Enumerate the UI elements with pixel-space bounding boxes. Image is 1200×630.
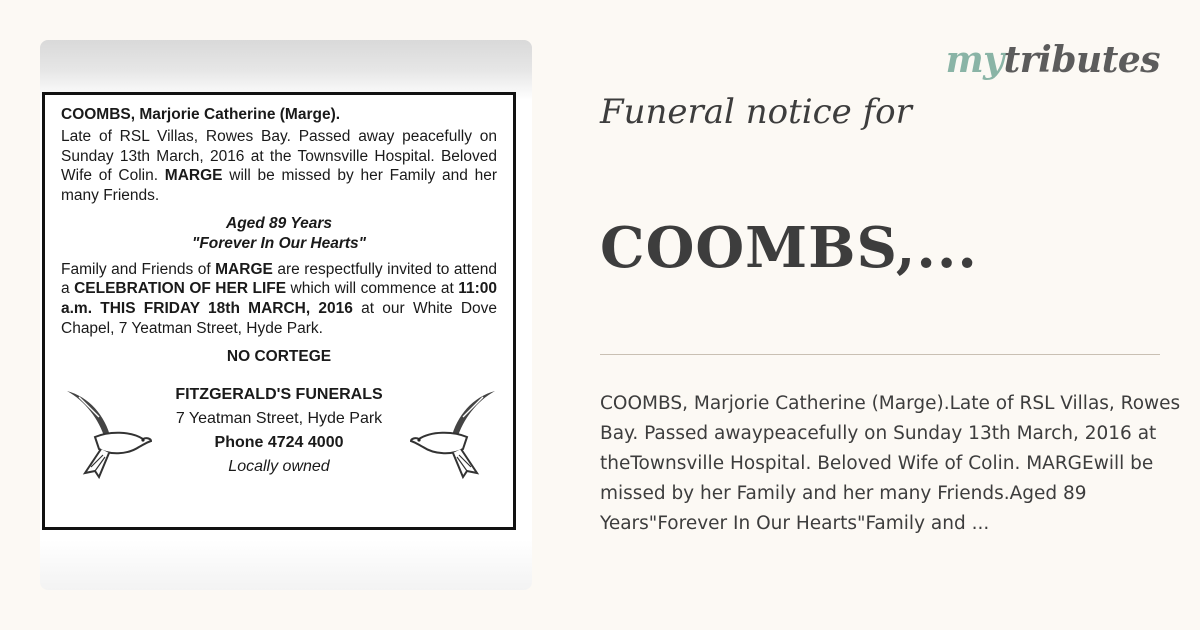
notice-text: Late of RSL Villas, Rowes Bay. Passed away peacefully on Sunday 13th March, 2016 at the Townsville Hospital. Beloved Wife of Colin.	[61, 127, 497, 185]
logo-my: my	[945, 39, 1004, 81]
notice-text: at our White Dove Chapel, 7 Yeatman Street, Hyde Park.	[61, 300, 497, 337]
notice-text-bold: 11:00 a.m. THIS FRIDAY 18th MARCH, 2016	[61, 280, 497, 318]
deceased-name: COOMBS,...	[600, 215, 978, 281]
notice-paragraph-2	[61, 260, 497, 339]
notice-image-card	[40, 40, 532, 590]
notice-text: which will commence at	[286, 280, 459, 298]
funeral-director-block	[61, 381, 497, 501]
notice-text-bold: MARGE	[215, 260, 273, 278]
divider	[600, 354, 1160, 355]
funeral-notice	[42, 92, 516, 530]
page-subtitle: Funeral notice for	[600, 92, 912, 132]
mytributes-logo[interactable]	[946, 38, 1160, 82]
notice-text-bold: CELEBRATION OF HER LIFE	[74, 280, 287, 298]
notice-summary: COOMBS, Marjorie Catherine (Marge).Late of RSL Villas, Rowes Bay. Passed awaypeacefully on Sunday 13th March, 2016 at theTownsville Hospital. Beloved Wife of Colin. MARGEwill be missed by her Family and her many Friends.Aged 89 Years"Forever In Our Hearts"Family and ...	[600, 393, 1181, 534]
dove-icon	[65, 381, 153, 481]
funeral-director-address: 7 Yeatman Street, Hyde Park	[175, 409, 383, 427]
logo-tributes: tributes	[1003, 39, 1160, 81]
notice-no-cortege: NO CORTEGE	[226, 347, 332, 365]
notice-text: Family and Friends of	[61, 260, 216, 278]
notice-text-bold: MARGE	[164, 167, 223, 185]
notice-paragraph-1	[61, 127, 497, 206]
notice-heading: COOMBS, Marjorie Catherine (Marge).	[61, 106, 341, 123]
funeral-director-tagline: Locally owned	[228, 457, 330, 475]
notice-text: are respectfully invited to attend a	[61, 260, 497, 298]
funeral-director-name: FITZGERALD'S FUNERALS	[175, 385, 383, 403]
notice-text: will be missed by her Family and her many Friends.	[61, 167, 497, 205]
notice-quote: "Forever In Our Hearts"	[191, 234, 367, 252]
funeral-director-phone: Phone 4724 4000	[214, 433, 344, 451]
dove-icon	[409, 381, 497, 481]
notice-aged: Aged 89 Years	[226, 214, 332, 232]
